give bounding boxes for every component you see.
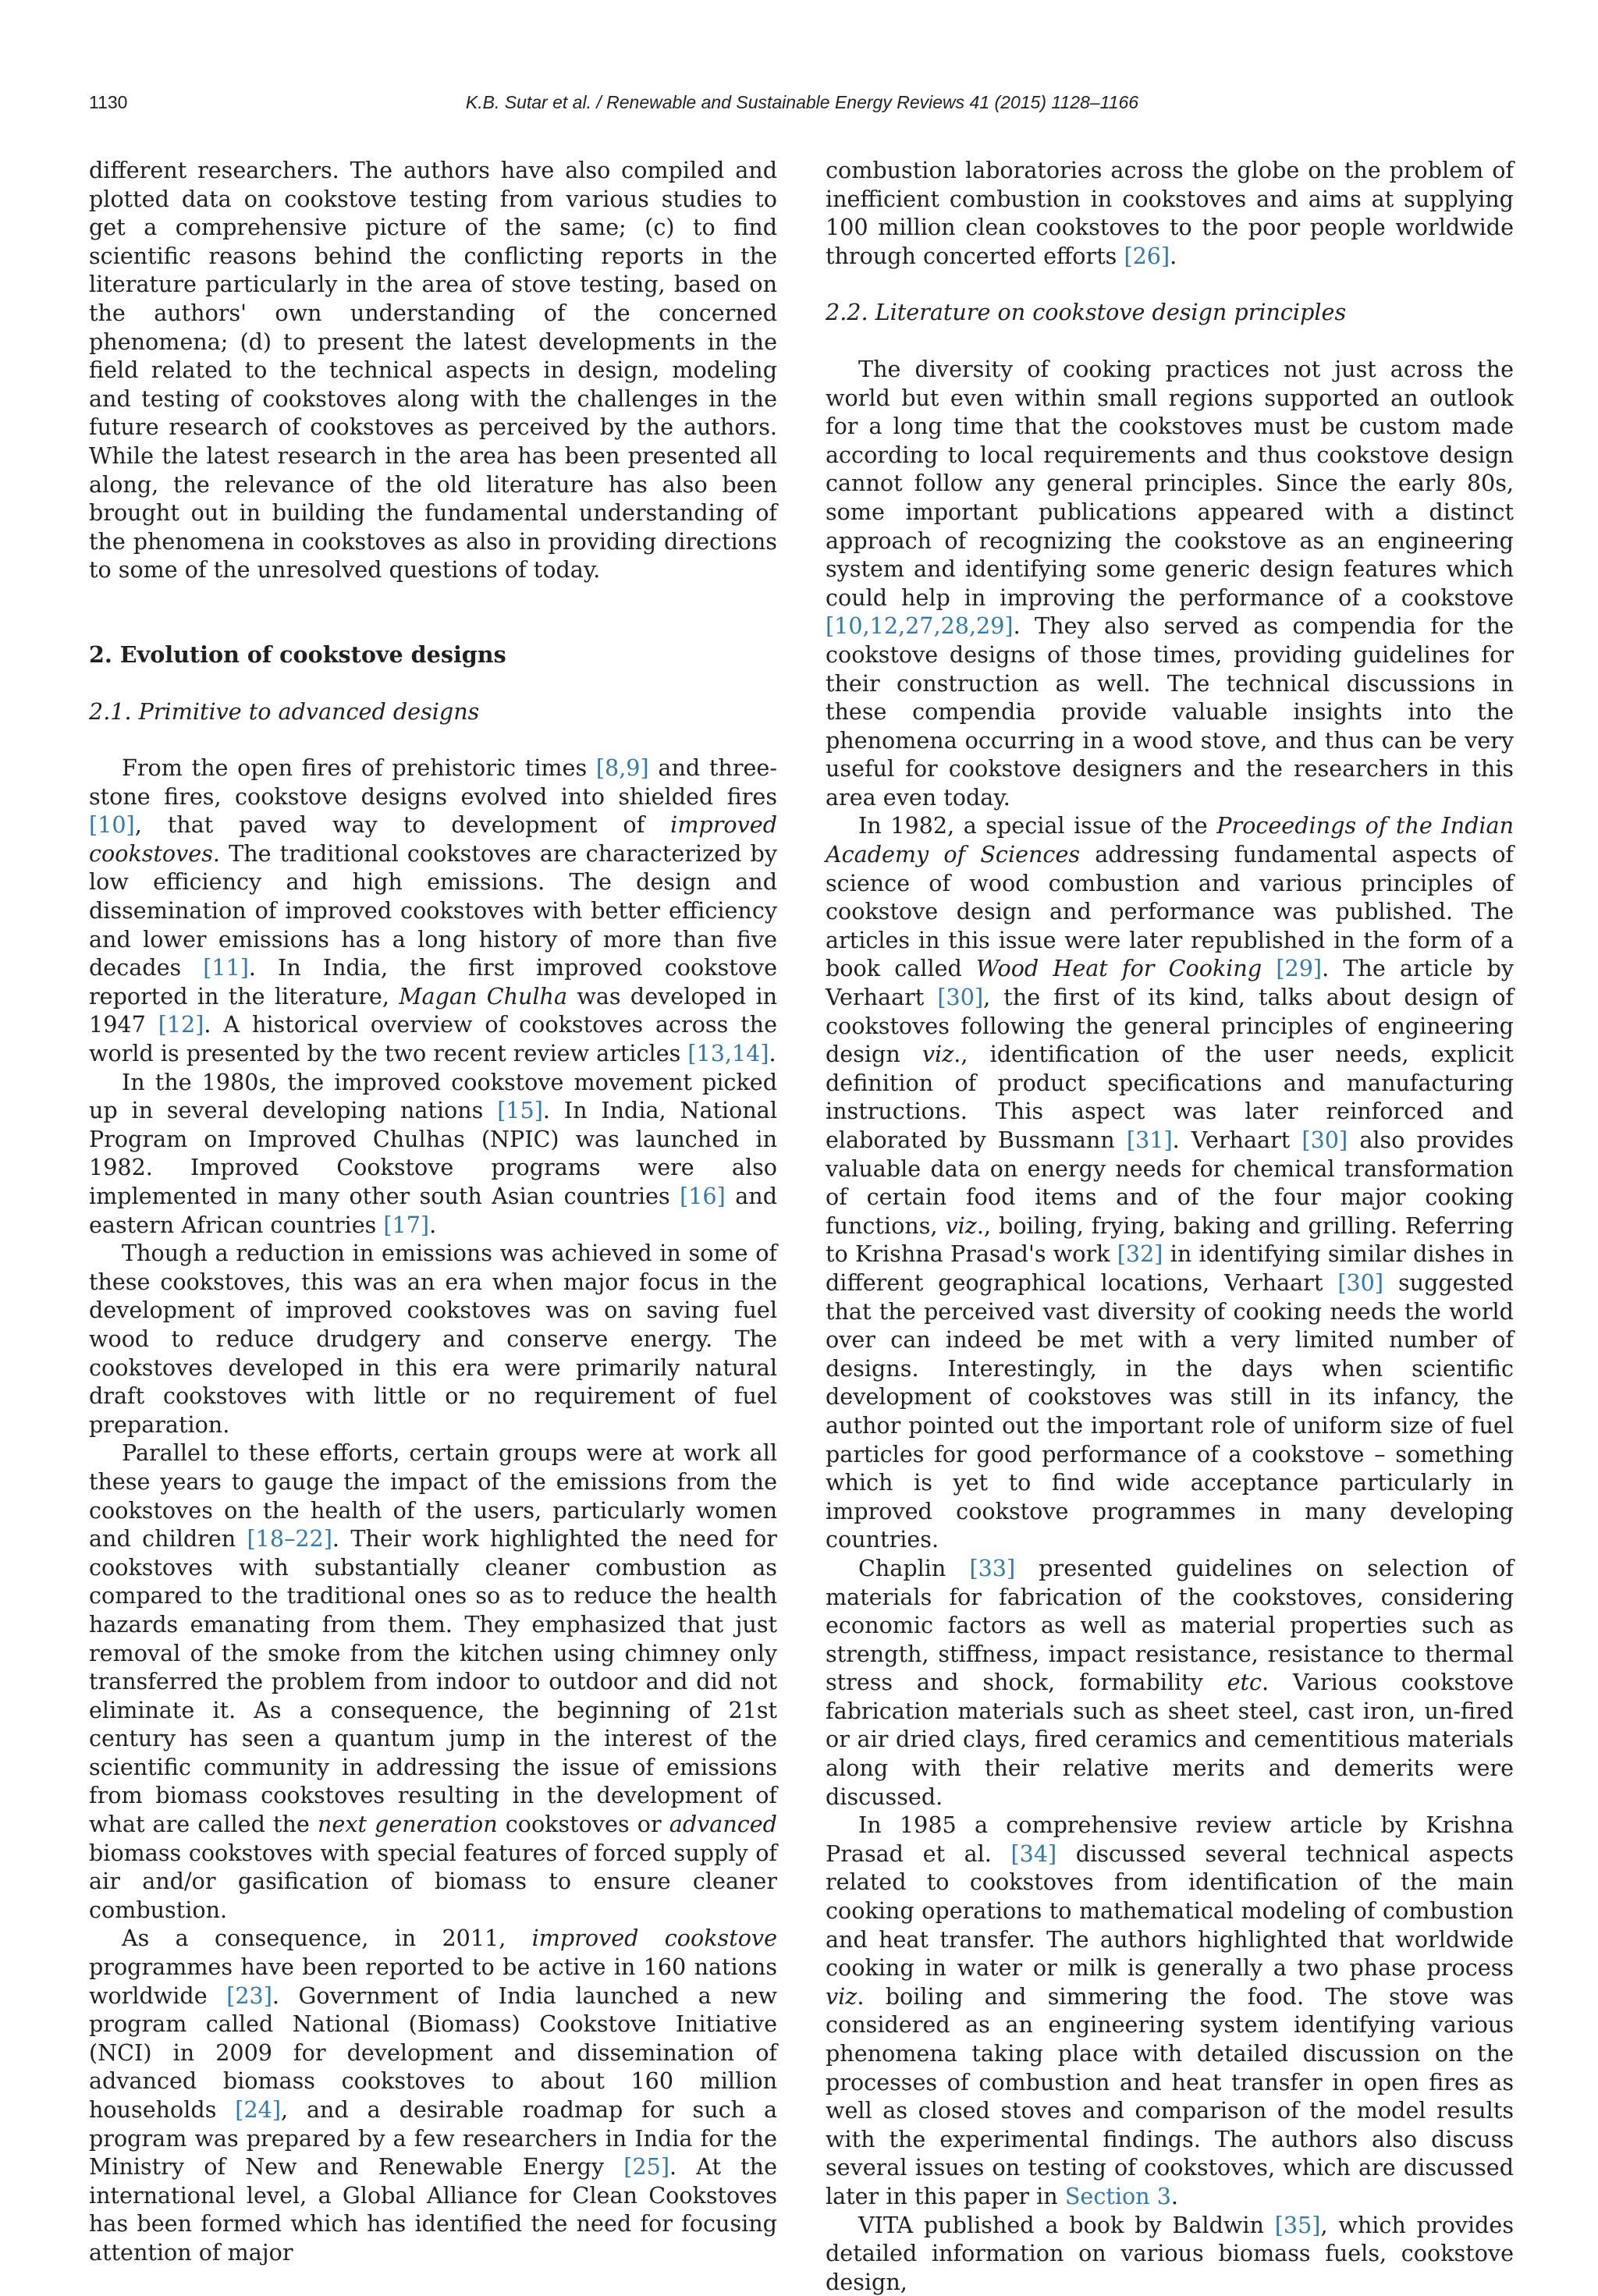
citation-link[interactable]: [12]	[158, 1011, 204, 1038]
citation-link[interactable]: [30]	[937, 984, 984, 1011]
paragraph: different researchers. The authors have also compiled and plotted data on cookstove testing from various studies to get a comprehensive picture of the same; (c) to find scientific reasons behind the conflicting reports in the literature particularly in the area of stove testing, based on the authors' own understanding of the concerned phenomena; (d) to present the latest developments in the field related to the technical aspects in design, modeling and testing of cookstoves along with the challenges in the future research of cookstoves as perceived by the authors. While the latest research in the area has been presented all along, the relevance of the old literature has also been brought out in building the fundamental understanding of the phenomena in cookstoves as also in providing directions to some of the unresolved questions of today.	[89, 157, 777, 584]
section-link[interactable]: Section 3	[1064, 2182, 1171, 2209]
paragraph: From the open fires of prehistoric times [8,9] and three-stone fires, cookstove designs evolved into shielded fires [10], that paved way to development of improved cookstoves. The traditional cookstoves are characterized by low efficiency and high emissions. The design and dissemination of improved cookstoves with better efficiency and lower emissions has a long history of more than five decades [11]. In India, the first improved cookstove reported in the literature, Magan Chulha was developed in 1947 [12]. A historical overview of cookstoves across the world is presented by the two recent review articles [13,14].	[89, 754, 778, 1067]
citation-link[interactable]: [18–22]	[247, 1525, 332, 1553]
paragraph: As a consequence, in 2011, improved cookstove programmes have been reported to be active in 160 nations worldwide [23]. Government of India launched a new program called National (Biomass) Cookstove Initiative (NCI) in 2009 for development and dissemination of advanced biomass cookstoves to about 160 million households [24], and a desirable roadmap for such a program was prepared by a few researchers in India for the Ministry of New and Renewable Energy [25]. At the international level, a Global Alliance for Clean Cookstoves has been formed which has identified the need for focusing attention of major	[89, 1925, 777, 2266]
paragraph: In 1985 a comprehensive review article by Krishna Prasad et al. [34] discussed several technical aspects related to cookstoves from identification of the main cooking operations to mathematical modeling of combustion and heat transfer. The authors highlighted that worldwide cooking in water or milk is generally a two phase process viz. boiling and simmering the food. The stove was considered as an engineering system identifying various phenomena taking place with detailed discussion on the processes of combustion and heat transfer in open fires as well as closed stoves and comparison of the model results with the experimental findings. The authors also discuss several issues on testing of cookstoves, which are discussed later in this paper in Section 3.	[826, 1812, 1514, 2209]
subsection-heading: 2.2. Literature on cookstove design principles	[826, 299, 1347, 326]
page-number: 1130	[89, 92, 128, 112]
citation-link[interactable]: [33]	[969, 1554, 1016, 1581]
citation-link[interactable]: [31]	[1126, 1127, 1173, 1153]
page-header	[89, 92, 1515, 123]
citation-link[interactable]: [15]	[497, 1097, 543, 1124]
subsection-heading: 2.1. Primitive to advanced designs	[89, 697, 480, 725]
citation-link[interactable]: [26]	[1124, 242, 1170, 269]
paragraph: combustion laboratories across the globe on the problem of inefficient combustion in cookstoves and aims at supplying 100 million clean cookstoves to the poor people worldwide through concerted efforts [26].	[826, 157, 1514, 269]
citation-link[interactable]: [13,14]	[687, 1040, 769, 1067]
paragraph: In 1982, a special issue of the Proceedings of the Indian Academy of Sciences addressing fundamental aspects of science of wood combustion and various principles of cookstove design and performance was published. The articles in this issue were later republished in the form of a book called Wood Heat for Cooking [29]. The article by Verhaart [30], the first of its kind, talks about design of cookstoves following the general principles of engineering design viz., identification of the user needs, explicit definition of product specifications and manufacturing instructions. This aspect was later reinforced and elaborated by Bussmann [31]. Verhaart [30] also provides valuable data on energy needs for chemical transformation of certain food items and of the four major cooking functions, viz., boiling, frying, baking and grilling. Referring to Krishna Prasad's work [32] in identifying similar dishes in different geographical locations, Verhaart [30] suggested that the perceived vast diversity of cooking needs the world over can indeed be met with a very limited number of designs. Interestingly, in the days when scientific development of cookstoves was still in its infancy, the author pointed out the important role of uniform size of fuel particles for good performance of a cookstove – something which is yet to find wide acceptance particularly in improved cookstove programmes in many developing countries.	[826, 812, 1515, 1553]
paragraph: Chaplin [33] presented guidelines on selection of materials for fabrication of the cookstoves, considering economic factors as well as material properties such as strength, stiffness, impact resistance, resistance to thermal stress and shock, formability etc. Various cookstove fabrication materials such as sheet steel, cast iron, un-fired or air dried clays, fired ceramics and cementitious materials along with their relative merits and demerits were discussed.	[826, 1554, 1514, 1810]
citation-link[interactable]: [11]	[203, 954, 249, 981]
citation-link[interactable]: [24]	[235, 2096, 281, 2123]
citation-link[interactable]: [8,9]	[595, 754, 649, 782]
citation-link[interactable]: [35]	[1274, 2211, 1321, 2238]
paragraph: Parallel to these efforts, certain groups were at work all these years to gauge the impact of the emissions from the cookstoves on the health of the users, particularly women and children [18–22]. Their work highlighted the need for cookstoves with substantially cleaner combustion as compared to the traditional ones so as to reduce the health hazards emanating from them. They emphasized that just removal of the smoke from the kitchen using chimney only transferred the problem from indoor to outdoor and did not eliminate it. As a consequence, the beginning of 21st century has seen a quantum jump in the interest of the scientific community in addressing the issue of emissions from biomass cookstoves resulting in the development of what are called the next generation cookstoves or advanced biomass cookstoves with special features of forced supply of air and/or gasification of biomass to ensure cleaner combustion.	[89, 1439, 777, 1923]
right-column	[826, 156, 1514, 2296]
section-heading: 2. Evolution of cookstove designs	[89, 641, 506, 668]
paragraph: Though a reduction in emissions was achieved in some of these cookstoves, this was an era when major focus in the development of improved cookstoves was on saving fuel wood to reduce drudgery and conserve energy. The cookstoves developed in this era were primarily natural draft cookstoves with little or no requirement of fuel preparation.	[89, 1240, 777, 1438]
left-column	[89, 156, 777, 2267]
citation-link[interactable]: [23]	[226, 1982, 272, 2009]
citation-link[interactable]: [25]	[623, 2153, 669, 2181]
paragraph: VITA published a book by Baldwin [35], which provides detailed information on various biomass fuels, cookstove design,	[826, 2211, 1515, 2295]
citation-link[interactable]: [32]	[1117, 1240, 1163, 1268]
citation-link[interactable]: [34]	[1010, 1840, 1057, 1867]
citation-link[interactable]: [10]	[89, 811, 135, 839]
running-head: K.B. Sutar et al. / Renewable and Sustainable Energy Reviews 41 (2015) 1128–1166	[465, 92, 1139, 112]
citation-link[interactable]: [16]	[680, 1183, 726, 1209]
paragraph: The diversity of cooking practices not just across the world but even within small regions supported an outlook for a long time that the cookstoves must be custom made according to local requirements and thus cookstove design cannot follow any general principles. Since the early 80s, some important publications appeared with a distinct approach of recognizing the cookstove as an engineering system and identifying some generic design features which could help in improving the performance of a cookstove [10,12,27,28,29]. They also served as compendia for the cookstove designs of those times, providing guidelines for their construction as well. The technical discussions in these compendia provide valuable insights into the phenomena occurring in a wood stove, and thus can be very useful for cookstove designers and the researchers in this area even today.	[826, 355, 1514, 811]
citation-link[interactable]: [10,12,27,28,29]	[826, 612, 1014, 640]
citation-link[interactable]: [17]	[383, 1211, 430, 1238]
citation-link[interactable]: [30]	[1337, 1269, 1384, 1296]
citation-link[interactable]: [30]	[1301, 1127, 1348, 1153]
citation-link[interactable]: [29]	[1276, 955, 1323, 982]
paragraph: In the 1980s, the improved cookstove movement picked up in several developing nations [15]. In India, National Program on Improved Chulhas (NPIC) was launched in 1982. Improved Cookstove programs were also implemented in many other south Asian countries [16] and eastern African countries [17].	[89, 1068, 778, 1238]
